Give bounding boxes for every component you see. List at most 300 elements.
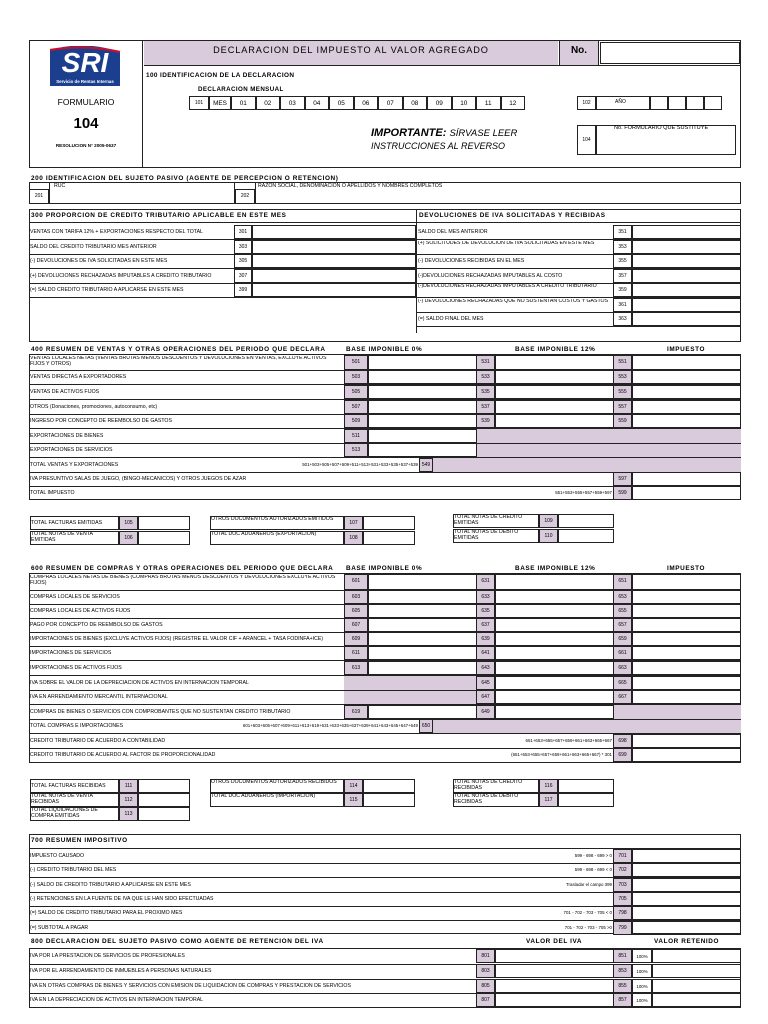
s600-total-formula: 601+603+605+607+609+611+613+619+631+633+635+637+639+641+643+645+647+649 <box>242 723 418 728</box>
code-853: 853 <box>613 964 632 978</box>
ruc-field[interactable] <box>49 182 235 204</box>
s700-formula-702: 599 - 698 - 699 < 0 <box>574 867 612 873</box>
s700-formula-703: Trasladar el campo 399 <box>566 881 612 887</box>
s400-label-509: INGRESO POR CONCEPTO DE REEMBOLSO DE GASTOS <box>30 418 172 424</box>
s300-right-label-351: SALDO DEL MES ANTERIOR <box>418 229 488 235</box>
code-108: 108 <box>344 531 363 545</box>
count-field-106[interactable] <box>138 531 190 545</box>
month-09[interactable]: 09 <box>427 96 452 110</box>
s300-left-label-303: SALDO DEL CREDITO TRIBUTARIO MES ANTERIOR <box>30 243 157 250</box>
code-531: 531 <box>476 355 495 370</box>
year-digit-1[interactable] <box>650 96 668 110</box>
field-645[interactable] <box>495 676 614 690</box>
replaced-form-label: No. FORMULARIO QUE SUSTITUYE <box>614 125 709 131</box>
count-field-112[interactable] <box>138 793 190 807</box>
code-555: 555 <box>613 385 632 399</box>
field-609[interactable] <box>368 632 477 646</box>
code-609: 609 <box>344 632 368 646</box>
code-703: 703 <box>613 878 632 892</box>
field-667[interactable] <box>632 690 741 704</box>
code-111: 111 <box>119 779 138 793</box>
field-301[interactable] <box>252 225 416 239</box>
field-639[interactable] <box>495 632 614 646</box>
field-353[interactable] <box>632 240 741 254</box>
field-307[interactable] <box>252 269 416 283</box>
code-355: 355 <box>613 254 632 268</box>
section-600-shade-b <box>613 705 741 719</box>
code-305: 305 <box>234 254 252 268</box>
code-807: 807 <box>476 993 495 1007</box>
s300-right-label-359: (-)DEVOLUCIONES RECHAZADAS IMPUTABLES A CRÉDITO TRIBUTARIO <box>418 284 597 289</box>
code-803: 803 <box>476 964 495 978</box>
field-537[interactable] <box>495 400 614 414</box>
logo-subtitle: Servicio de Rentas Internas <box>56 79 114 84</box>
form-label: FORMULARIO <box>57 97 115 107</box>
code-533: 533 <box>476 370 495 384</box>
field-657[interactable] <box>632 618 741 632</box>
s600-credit1-formula: 651+653+655+657+659+661+663+665+667 <box>525 738 612 743</box>
code-701: 701 <box>613 849 632 863</box>
s700-label-702: (-) CRÉDITO TRIBUTARIO DEL MES <box>30 867 117 874</box>
month-04[interactable]: 04 <box>305 96 330 110</box>
field-702[interactable] <box>632 863 741 877</box>
field-399[interactable] <box>252 283 416 297</box>
month-02[interactable]: 02 <box>256 96 281 110</box>
s300-left-label-399: (=) SALDO CREDITO TRIBUTARIO A APLICARSE EN ESTE MES <box>30 287 184 293</box>
field-653[interactable] <box>632 590 741 604</box>
count-label-109: TOTAL NOTAS DE CRÉDITO EMITIDAS <box>454 515 523 526</box>
section-300-right-title: DEVOLUCIONES DE IVA SOLICITADAS Y RECIBIDAS <box>419 212 606 219</box>
count-field-109[interactable] <box>558 514 614 528</box>
row-divider <box>29 297 417 298</box>
field-701[interactable] <box>632 849 741 863</box>
code-553: 553 <box>613 370 632 384</box>
field-619[interactable] <box>368 705 477 719</box>
year-digit-3[interactable] <box>686 96 704 110</box>
code-363: 363 <box>613 312 632 326</box>
instructions-note: INSTRUCCIONES AL REVERSO <box>371 141 506 151</box>
section-100-title: 100 IDENTIFICACION DE LA DECLARACION <box>146 72 295 79</box>
code-599: 599 <box>613 486 632 500</box>
code-106: 106 <box>119 531 138 545</box>
s600-label-603: COMPRAS LOCALES DE SERVICIOS <box>30 594 120 600</box>
s400-label-513: EXPORTACIONES DE SERVICIOS <box>30 447 113 453</box>
count-label-114: OTROS DOCUMENTOS AUTORIZADOS RECIBIDOS <box>211 780 337 785</box>
sri-logo <box>46 46 124 88</box>
code-109: 109 <box>539 514 558 528</box>
field-801[interactable] <box>495 949 614 963</box>
code-559: 559 <box>613 414 632 428</box>
monthly-label: DECLARACION MENSUAL <box>198 86 284 93</box>
field-535[interactable] <box>495 385 614 399</box>
count-label-110: TOTAL NOTAS DE DEBITO EMITIDAS <box>454 530 519 541</box>
year-label: AÑO <box>615 99 626 105</box>
code-603: 603 <box>344 590 368 604</box>
section-200-title: 200 IDENTIFICACION DEL SUJETO PASIVO (AGENTE DE PERCEPCION O RETENCION) <box>31 175 339 182</box>
s400-label-511: EXPORTACIONES DE BIENES <box>30 433 104 439</box>
count-field-116[interactable] <box>558 779 614 793</box>
s600-label-605: COMPRAS LOCALES DE ACTIVOS FIJOS <box>30 608 131 614</box>
s600-credit1-label: CREDITO TRIBUTARIO DE ACUERDO A CONTABILIDAD <box>30 738 166 744</box>
field-557[interactable] <box>632 400 741 414</box>
s300-left-label-301: VENTAS CON TARIFA 12% + EXPORTACIONES RESPECTO DEL TOTAL <box>30 229 203 235</box>
code-359: 359 <box>613 283 632 297</box>
code-201: 201 <box>29 189 49 204</box>
field-665[interactable] <box>632 676 741 690</box>
field-357[interactable] <box>632 269 741 283</box>
field-635[interactable] <box>495 604 614 618</box>
month-12[interactable]: 12 <box>501 96 526 110</box>
code-663: 663 <box>613 661 632 675</box>
count-label-112: TOTAL NOTAS DE VENTA RECIBIDAS <box>31 794 93 805</box>
s400-iva-presuntivo-label: IVA PRESUNTIVO SALAS DE JUEGO, (BINGO-MECÁNICOS) Y OTROS JUEGOS DE AZAR <box>30 476 247 482</box>
field-555[interactable] <box>632 385 741 399</box>
count-label-111: TOTAL FACTURAS RECIBIDAS <box>31 783 106 789</box>
field-633[interactable] <box>495 590 614 604</box>
s400-label-505: VENTAS DE ACTIVOS FIJOS <box>30 389 100 395</box>
count-label-106: TOTAL NOTAS DE VENTA EMITIDAS <box>31 532 93 543</box>
section-800-header-withheld: VALOR RETENIDO <box>654 938 720 945</box>
field-613[interactable] <box>368 661 477 675</box>
s700-formula-701: 599 - 698 - 699 > 0 <box>574 853 612 858</box>
section-400-shade-total <box>432 458 741 472</box>
code-105: 105 <box>119 516 138 530</box>
count-field-115[interactable] <box>363 793 415 807</box>
month-06[interactable]: 06 <box>354 96 379 110</box>
s400-tax-formula: 551+553+555+557+559+597 <box>555 490 612 495</box>
field-647[interactable] <box>495 690 614 704</box>
code-301: 301 <box>234 225 252 239</box>
field-351[interactable] <box>632 225 741 239</box>
field-663[interactable] <box>632 661 741 675</box>
code-645: 645 <box>476 676 495 690</box>
section-400-title: 400 RESUMEN DE VENTAS Y OTRAS OPERACIONES DEL PERIODO QUE DECLARA <box>31 346 326 353</box>
count-label-116: TOTAL NOTAS DE CRÉDITO RECIBIDAS <box>454 780 523 791</box>
month-10[interactable]: 10 <box>452 96 477 110</box>
s400-label-507: OTROS (Donaciones, promociones, autoconsumo, etc) <box>30 404 158 410</box>
section-800-title: 800 DECLARACION DEL SUJETO PASIVO COMO AGENTE DE RETENCION DEL IVA <box>31 938 324 945</box>
field-603[interactable] <box>368 590 477 604</box>
code-551: 551 <box>613 355 632 370</box>
s600-label-611: IMPORTACIONES DE SERVICIOS <box>30 650 112 656</box>
row-divider <box>417 326 741 327</box>
field-553[interactable] <box>632 370 741 384</box>
code-641: 641 <box>476 646 495 660</box>
s400-label-501: VENTAS LOCALES NETAS (VENTAS BRUTAS MENOS DESCUENTOS Y DEVOLUCIONES EN VENTAS, EXCLUYE ACTIVOS FIJOS Y OTROS) <box>30 356 327 367</box>
field-605[interactable] <box>368 604 477 618</box>
field-559[interactable] <box>632 414 741 428</box>
field-853[interactable] <box>652 964 741 978</box>
code-613: 613 <box>344 661 368 675</box>
count-label-107: OTROS DOCUMENTOS AUTORIZADOS EMITIDOS <box>211 517 334 522</box>
field-303[interactable] <box>252 240 416 254</box>
s400-total-tax-label: TOTAL IMPUESTO <box>30 490 75 496</box>
code-619: 619 <box>344 705 368 719</box>
s300-right-label-353: (+) SOLICITUDES DE DEVOLUCIÓN DE IVA SOLICITADAS EN ESTE MES <box>418 240 595 246</box>
form-number: 104 <box>73 115 99 132</box>
s600-credit2-formula: (651+653+655+657+659+661+663+665+667) * 301 <box>511 752 612 757</box>
s800-label-803: IVA POR EL ARRENDAMIENTO DE INMUEBLES A PERSONAS NATURALES <box>30 967 212 974</box>
code-657: 657 <box>613 618 632 632</box>
field-807[interactable] <box>495 993 614 1007</box>
month-11[interactable]: 11 <box>476 96 501 110</box>
field-703[interactable] <box>632 878 741 892</box>
field-363[interactable] <box>632 312 741 326</box>
code-116: 116 <box>539 779 558 793</box>
field-851[interactable] <box>652 949 741 963</box>
field-698[interactable] <box>632 734 741 748</box>
field-359[interactable] <box>632 283 741 297</box>
code-635: 635 <box>476 604 495 618</box>
ruc-label: RUC <box>54 183 66 189</box>
s700-formula-799: 701 - 702 - 703 - 705 >0 <box>564 924 612 930</box>
code-557: 557 <box>613 400 632 414</box>
s400-total-label: TOTAL VENTAS Y EXPORTACIONES <box>30 462 119 468</box>
field-699[interactable] <box>632 748 741 762</box>
code-539: 539 <box>476 414 495 428</box>
code-202: 202 <box>235 189 255 204</box>
field-803[interactable] <box>495 964 614 978</box>
code-799: 799 <box>613 921 632 935</box>
code-639: 639 <box>476 632 495 646</box>
code-537: 537 <box>476 400 495 414</box>
code-361: 361 <box>613 298 632 312</box>
code-611: 611 <box>344 646 368 660</box>
pct-857: 100% <box>632 993 652 1007</box>
s600-label-647: IVA EN ARRENDAMIENTO MERCANTIL INTERNACIONAL <box>30 694 168 700</box>
field-551[interactable] <box>632 355 741 370</box>
s700-label-701: IMPUESTO CAUSADO <box>30 853 85 859</box>
field-599[interactable] <box>632 486 741 500</box>
s300-right-label-355: (-) DEVOLUCIONES RECIBIDAS EN EL MES <box>418 258 525 264</box>
field-705[interactable] <box>632 892 741 906</box>
important-label-rest: SÍRVASE LEER <box>449 128 518 139</box>
section-700-title: 700 RESUMEN IMPOSITIVO <box>31 837 128 844</box>
field-509[interactable] <box>368 414 477 428</box>
code-353: 353 <box>613 240 632 254</box>
field-503[interactable] <box>368 370 477 384</box>
field-361[interactable] <box>632 298 741 312</box>
count-field-107[interactable] <box>363 516 415 530</box>
count-field-114[interactable] <box>363 779 415 793</box>
code-643: 643 <box>476 661 495 675</box>
s600-label-607: PAGO POR CONCEPTO DE REEMBOLSO DE GASTOS <box>30 622 163 628</box>
code-503: 503 <box>344 370 368 384</box>
month-07[interactable]: 07 <box>378 96 403 110</box>
field-611[interactable] <box>368 646 477 660</box>
pct-853: 100% <box>632 964 652 978</box>
field-539[interactable] <box>495 414 614 428</box>
code-607: 607 <box>344 618 368 632</box>
year-digit-2[interactable] <box>668 96 686 110</box>
s600-label-613: IMPORTACIONES DE ACTIVOS FIJOS <box>30 665 122 671</box>
code-511: 511 <box>344 429 368 443</box>
s600-label-609: IMPORTACIONES DE BIENES (EXCLUYE ACTIVOS FIJOS) (REGISTRE EL VALOR CIF + ARANCEL + TASA FODINFA+ICE) <box>30 636 324 642</box>
no-label: No. <box>570 45 588 56</box>
field-531[interactable] <box>495 355 614 370</box>
code-549: 549 <box>419 458 433 472</box>
s300-right-label-357: (-)DEVOLUCIONES RECHAZADAS IMPUTABLES AL COSTO <box>418 272 563 279</box>
s800-label-805: IVA EN OTRAS COMPRAS DE BIENES Y SERVICIOS CON EMISION DE LIQUIDACION DE COMPRAS Y PRESTACION DE SERVICIOS <box>30 982 351 989</box>
code-659: 659 <box>613 632 632 646</box>
code-303: 303 <box>234 240 252 254</box>
s700-formula-798: 701 - 702 - 703 - 705 < 0 <box>563 910 612 916</box>
section-600-title: 600 RESUMEN DE COMPRAS Y OTRAS OPERACIONES DEL PERIODO QUE DECLARA <box>31 565 334 572</box>
s800-label-801: IVA POR LA PRESTACION DE SERVICIOS DE PROFESIONALES <box>30 953 185 959</box>
s600-label-601: COMPRAS LOCALES NETAS DE BIENES (COMPRAS BRUTAS MENOS DESCUENTOS Y DEVOLUCIONES EXCLUYE ACTIVOS FIJOS) <box>30 575 336 586</box>
code-110: 110 <box>539 529 558 543</box>
count-field-111[interactable] <box>138 779 190 793</box>
field-533[interactable] <box>495 370 614 384</box>
field-355[interactable] <box>632 254 741 268</box>
code-113: 113 <box>119 807 138 821</box>
code-601: 601 <box>344 574 368 590</box>
field-643[interactable] <box>495 661 614 675</box>
code-104: 104 <box>577 125 596 155</box>
code-605: 605 <box>344 604 368 618</box>
field-857[interactable] <box>652 993 741 1007</box>
code-507: 507 <box>344 400 368 414</box>
field-597[interactable] <box>632 472 741 486</box>
mes-label: MES <box>209 96 231 110</box>
code-637: 637 <box>476 618 495 632</box>
section-400-header-base12: BASE IMPONIBLE 12% <box>515 346 596 353</box>
count-field-110[interactable] <box>558 529 614 543</box>
code-649: 649 <box>476 705 495 719</box>
name-label: RAZON SOCIAL, DENOMINACION O APELLIDOS Y NOMBRES COMPLETOS <box>258 183 443 189</box>
s300-left-label-307: (+) DEVOLUCIONES RECHAZADAS IMPUTABLES A CREDITO TRIBUTARIO <box>30 272 212 279</box>
field-501[interactable] <box>368 355 477 370</box>
field-631[interactable] <box>495 574 614 590</box>
code-702: 702 <box>613 863 632 877</box>
month-08[interactable]: 08 <box>403 96 428 110</box>
logo-text: SRI <box>61 47 109 78</box>
year-digit-4[interactable] <box>704 96 722 110</box>
important-label-bold: IMPORTANTE: <box>371 127 447 139</box>
code-805: 805 <box>476 979 495 993</box>
pct-851: 100% <box>632 949 652 963</box>
code-357: 357 <box>613 269 632 283</box>
field-641[interactable] <box>495 646 614 660</box>
field-661[interactable] <box>632 646 741 660</box>
s700-label-703: (-) SALDO DE CREDITO TRIBUTARIO A APLICARSE EN ESTE MES <box>30 881 191 888</box>
field-649[interactable] <box>495 705 614 719</box>
resolution-number: RESOLUCION N° 2005-0637 <box>55 143 117 148</box>
section-600-header-tax: IMPUESTO <box>667 565 706 572</box>
field-655[interactable] <box>632 604 741 618</box>
field-511[interactable] <box>368 429 477 443</box>
code-631: 631 <box>476 574 495 590</box>
count-label-115: TOTAL DOC ADUANEROS (IMPORTACIÓN) <box>211 794 316 799</box>
code-699: 699 <box>613 748 632 762</box>
code-114: 114 <box>344 779 363 793</box>
code-650: 650 <box>419 719 433 733</box>
field-855[interactable] <box>652 979 741 993</box>
code-705: 705 <box>613 892 632 906</box>
field-507[interactable] <box>368 400 477 414</box>
section-400-header-base0: BASE IMPONIBLE 0% <box>346 346 423 353</box>
section-300-title: 300 PROPORCION DE CREDITO TRIBUTARIO APLICABLE EN ESTE MES <box>31 212 287 219</box>
section-400-header-tax: IMPUESTO <box>667 346 706 353</box>
important-label <box>371 127 517 139</box>
field-659[interactable] <box>632 632 741 646</box>
declaration-number-field[interactable] <box>600 42 740 64</box>
code-501: 501 <box>344 355 368 370</box>
code-115: 115 <box>344 793 363 807</box>
section-600-header-base12: BASE IMPONIBLE 12% <box>515 565 596 572</box>
month-03[interactable]: 03 <box>280 96 305 110</box>
code-117: 117 <box>539 793 558 807</box>
s600-credit2-label: CREDITO TRIBUTARIO DE ACUERDO AL FACTOR DE PROPORCIONALIDAD <box>30 752 216 758</box>
s700-label-798: (=) SALDO DE CREDITO TRIBUTARIO PARA EL PROXIMO MES <box>30 910 183 917</box>
s700-label-705: (-) RETENCIONES EN LA FUENTE DE IVA QUE LE HAN SIDO EFECTUADAS <box>30 895 214 902</box>
s600-total-label: TOTAL COMPRAS E IMPORTACIONES <box>30 723 124 729</box>
field-637[interactable] <box>495 618 614 632</box>
s600-label-619: COMPRAS DE BIENES O SERVICIOS CON COMPROBANTES QUE NO SUSTENTAN CRÉDITO TRIBUTARIO <box>30 709 291 715</box>
field-651[interactable] <box>632 574 741 590</box>
code-505: 505 <box>344 385 368 399</box>
code-851: 851 <box>613 949 632 963</box>
s600-label-645: IVA SOBRE EL VALOR DE LA DEPRECIACION DE ACTIVOS EN INTERNACION TEMPORAL <box>30 680 249 686</box>
count-label-105: TOTAL FACTURAS EMITIDAS <box>31 520 103 526</box>
code-102: 102 <box>577 96 596 110</box>
code-698: 698 <box>613 734 632 748</box>
section-600-header-base0: BASE IMPONIBLE 0% <box>346 565 423 572</box>
code-597: 597 <box>613 472 632 486</box>
count-field-105[interactable] <box>138 516 190 530</box>
code-855: 855 <box>613 979 632 993</box>
code-107: 107 <box>344 516 363 530</box>
code-399: 399 <box>234 283 252 297</box>
field-799[interactable] <box>632 921 741 935</box>
code-307: 307 <box>234 269 252 283</box>
pct-855: 100% <box>632 979 652 993</box>
s300-right-label-361: (-) DEVOLUCIONES RECHAZADAS QUE NO SUSTENTAN COSTOS Y GASTOS <box>418 298 609 304</box>
s300-left-label-305: (-) DEVOLUCIONES DE IVA SOLICITADAS EN ESTE MES <box>30 258 168 264</box>
month-01[interactable]: 01 <box>231 96 256 110</box>
count-field-117[interactable] <box>558 793 614 807</box>
code-509: 509 <box>344 414 368 428</box>
s400-total-formula: 501+503+505+507+509+511+513+531+533+535+537+539 <box>302 462 418 467</box>
field-607[interactable] <box>368 618 477 632</box>
section-600-shade-total <box>432 719 741 733</box>
code-633: 633 <box>476 590 495 604</box>
field-505[interactable] <box>368 385 477 399</box>
code-112: 112 <box>119 793 138 807</box>
field-798[interactable] <box>632 906 741 920</box>
code-653: 653 <box>613 590 632 604</box>
code-801: 801 <box>476 949 495 963</box>
field-601[interactable] <box>368 574 477 590</box>
code-655: 655 <box>613 604 632 618</box>
month-05[interactable]: 05 <box>329 96 354 110</box>
count-label-117: TOTAL NOTAS DE DEBITO RECIBIDAS <box>454 794 519 805</box>
code-798: 798 <box>613 906 632 920</box>
count-field-113[interactable] <box>138 807 190 821</box>
count-field-108[interactable] <box>363 531 415 545</box>
code-351: 351 <box>613 225 632 239</box>
code-667: 667 <box>613 690 632 704</box>
code-535: 535 <box>476 385 495 399</box>
s700-label-799: (=) SUBTOTAL A PAGAR <box>30 924 89 931</box>
field-513[interactable] <box>368 443 477 457</box>
count-label-113: TOTAL LIQUIDACIONES DE COMPRA EMITIDAS <box>31 808 98 819</box>
s400-label-503: VENTAS DIRECTAS A EXPORTADORES <box>30 374 127 380</box>
field-805[interactable] <box>495 979 614 993</box>
code-651: 651 <box>613 574 632 590</box>
field-305[interactable] <box>252 254 416 268</box>
s300-right-label-363: (=) SALDO FINAL DEL MES <box>418 316 484 322</box>
